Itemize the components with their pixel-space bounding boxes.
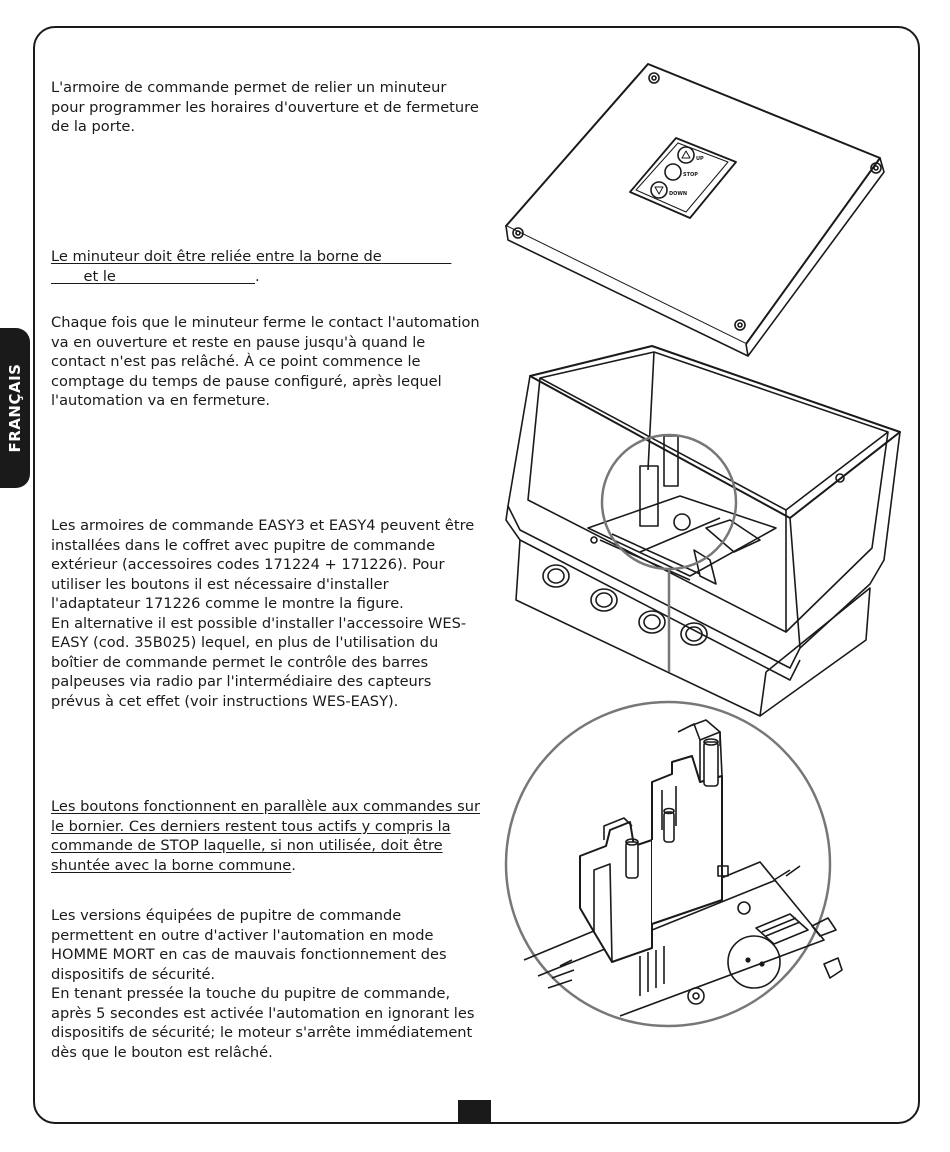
wes-text: En alternative il est possible d'installer l'accessoire WES-EASY (cod. 35B025) lequel, en plus de l'utilisation du boîtier de commande permet le contrôle des barres palpeuses via radio par l'intermédiaire des capteurs prévus à cet effet (voir instructions WES-EASY). bbox=[51, 614, 467, 710]
buttons-end: . bbox=[291, 856, 296, 874]
up-button-label: UP bbox=[696, 156, 704, 162]
down-button-label: DOWN bbox=[669, 191, 688, 197]
timer-wiring-line2: et le bbox=[83, 267, 116, 285]
dead-man-text: Les versions équipées de pupitre de commande permettent en outre d'activer l'automation en mode HOMME MORT en cas de mauvais fonctionnement des dispositifs de sécurité. bbox=[51, 907, 447, 983]
timer-behavior-text: Chaque fois que le minuteur ferme le contact l'automation va en ouverture et reste en pause jusqu'à quand le contact n'est pas relâché. À ce point commence le comptage du temps de pause configuré, après lequel l'automation va en fermeture. bbox=[51, 314, 480, 409]
timer-wiring-line1: Le minuteur doit être reliée entre la borne de bbox=[51, 248, 382, 265]
bypass-text: En tenant pressée la touche du pupitre de commande, après 5 secondes est activée l'automation en ignorant les dispositifs de sécurité; le moteur s'arrête immédiatement dès que le bouton est relâché. bbox=[51, 985, 475, 1061]
console-text: Les armoires de commande EASY3 et EASY4 peuvent être installées dans le coffret avec pupitre de commande extérieur (accessoires codes 171224 + 171226). Pour utiliser les boutons il est nécessaire d'installer l'adaptateur 171226 comme le montre la figure. bbox=[51, 517, 475, 612]
zoom-source-circle bbox=[602, 435, 736, 569]
timer-wiring-end: . bbox=[255, 267, 260, 285]
box-body-drawing bbox=[506, 346, 900, 716]
stop-button-label: STOP bbox=[683, 172, 698, 178]
lid-drawing bbox=[506, 64, 884, 356]
intro-text: L'armoire de commande permet de relier un minuteur pour programmer les horaires d'ouverture et de fermeture de la porte. bbox=[51, 79, 479, 135]
buttons-underlined-text: Les boutons fonctionnent en parallèle aux commandes sur le bornier. Ces derniers restent tous actifs y compris la commande de STOP laquelle, si non utilisée, doit être shuntée avec la borne commune bbox=[51, 798, 480, 874]
language-tab-label: FRANÇAIS bbox=[6, 363, 24, 453]
